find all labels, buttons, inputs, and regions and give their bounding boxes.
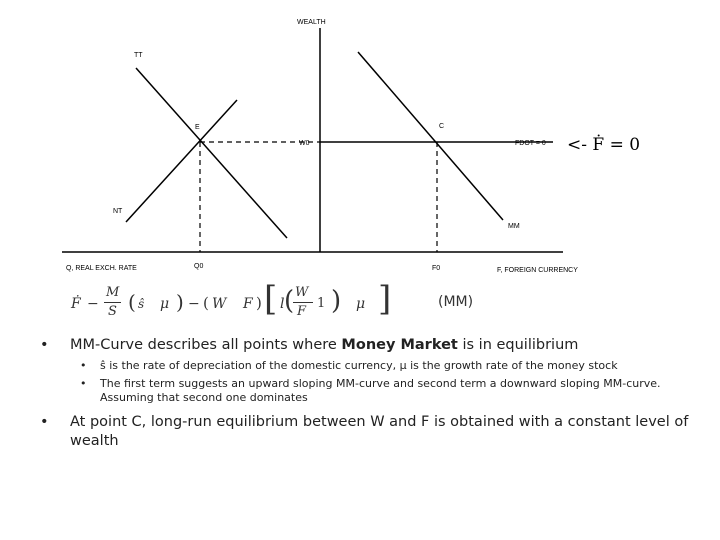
eq-paren-open-1: (	[128, 290, 136, 314]
bullet-2-text: At point C, long-run equilibrium between W and F is obtained with a constant level of wealth	[70, 414, 689, 449]
bullet-point-c	[40, 413, 690, 451]
label-tt: TT	[134, 52, 143, 59]
sub-bullet-depreciation	[40, 359, 690, 373]
eq-paren-close-3: )	[331, 286, 342, 316]
eq-frac-den: S	[108, 304, 117, 319]
eq-inner-den: F	[297, 304, 307, 319]
bullet-list	[40, 336, 690, 451]
eq-paren-close-1: )	[176, 290, 184, 314]
bullet-mm-curve	[40, 336, 690, 355]
eq-tag: (MM)	[438, 294, 474, 310]
eq-f: F	[243, 296, 253, 312]
label-w0: W0	[299, 140, 310, 147]
eq-l: l	[280, 296, 285, 312]
eq-paren-open-3: (	[284, 286, 295, 316]
sub-bullet-1-text: ŝ is the rate of depreciation of the domestic currency, μ is the growth rate of the money stock	[100, 359, 618, 372]
bullet-1-bold: Money Market	[341, 337, 458, 353]
sub-bullet-dot: •	[80, 377, 87, 390]
sub-bullet-2-text: The first term suggests an upward sloping MM-curve and second term a downward sloping MM-curve. Assuming that second one dominates	[100, 377, 661, 404]
mm-curve	[358, 52, 503, 220]
sub-bullet-dot: •	[80, 359, 87, 372]
label-q0: Q0	[194, 263, 204, 270]
eq-inner-num: W	[295, 285, 309, 300]
label-c: C	[439, 123, 445, 130]
label-nt: NT	[113, 208, 123, 215]
label-wealth: WEALTH	[297, 19, 326, 26]
sub-bullet-slope	[40, 377, 690, 405]
bullet-dot: •	[40, 337, 49, 353]
label-fdot: FDOT = 0	[515, 140, 546, 147]
label-mm: MM	[508, 223, 520, 230]
bullet-1-pre: MM-Curve describes all points where	[70, 337, 342, 353]
bullet-dot: •	[40, 414, 49, 430]
eq-bracket-open: [	[264, 279, 278, 319]
bullet-1-post: is in equilibrium	[457, 337, 579, 353]
eq-frac-bar	[104, 302, 121, 303]
eq-lhs: Ḟ	[71, 296, 81, 312]
label-e: E	[195, 124, 200, 131]
eq-minus-1: −	[87, 296, 99, 312]
eq-paren-open-2: (	[203, 294, 209, 312]
fdot-annotation: <- Ḟ = 0	[567, 135, 641, 155]
label-q-axis: Q, REAL EXCH. RATE	[66, 265, 137, 272]
eq-one: 1	[317, 296, 326, 311]
eq-mu-1: μ	[160, 296, 170, 312]
label-f0: F0	[432, 265, 441, 272]
tt-curve	[136, 68, 287, 238]
eq-frac-num: M	[106, 285, 120, 300]
label-f-axis: F, FOREIGN CURRENCY	[497, 267, 578, 274]
eq-mu-2: μ	[356, 296, 366, 312]
eq-paren-close-2: )	[256, 294, 262, 312]
eq-bracket-close: ]	[378, 279, 392, 319]
eq-w: W	[212, 296, 227, 312]
eq-inner-bar	[293, 302, 313, 303]
eq-s-hat: ŝ	[138, 297, 145, 311]
eq-minus-2: −	[188, 296, 200, 312]
